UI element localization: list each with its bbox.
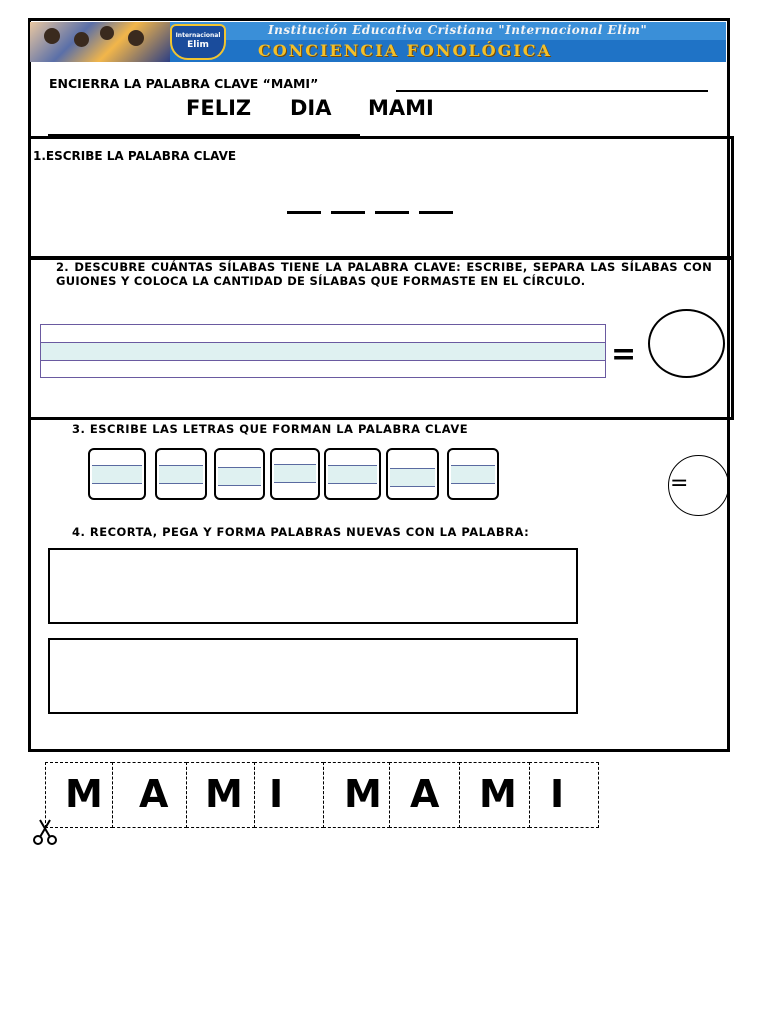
letter-box[interactable] [386,448,439,500]
section-3-title: 3. ESCRIBE LAS LETRAS QUE FORMAN LA PALABRA CLAVE [72,422,469,436]
cutout-letter[interactable]: M [45,762,113,828]
school-logo: Internacional Elim [170,24,226,60]
paste-box-1[interactable] [48,548,578,624]
intro-instruction: ENCIERRA LA PALABRA CLAVE “MAMI” [49,76,319,91]
letter-blank [419,211,453,214]
phrase-word-1: FELIZ [186,96,252,120]
scissors-icon [30,818,60,846]
letter-blank [331,211,365,214]
cutout-letter[interactable]: I [529,762,599,828]
section-1-title: 1.ESCRIBE LA PALABRA CLAVE [33,149,237,163]
cutout-letter[interactable]: A [112,762,187,828]
letter-box[interactable] [324,448,381,500]
children-photo [30,22,170,62]
header-banner [30,22,726,62]
letter-box[interactable] [447,448,499,500]
section-4-title: 4. RECORTA, PEGA Y FORMA PALABRAS NUEVAS CON LA PALABRA: [72,525,530,539]
name-line [396,90,708,92]
letter-blank [287,211,321,214]
letter-box[interactable] [270,448,320,500]
phrase-word-3: MAMI [368,96,434,120]
equals-sign-2: = [670,471,689,496]
institution-name: Institución Educativa Cristiana "Internacional Elim" [268,23,648,37]
cutout-letter[interactable]: M [323,762,390,828]
phrase-word-2: DIA [290,96,332,120]
paste-box-2[interactable] [48,638,578,714]
letter-box[interactable] [88,448,146,500]
syllable-writing-lines[interactable] [40,324,606,378]
cutout-letter[interactable]: M [186,762,255,828]
section-2-title: 2. DESCUBRE CUÁNTAS SÍLABAS TIENE LA PALABRA CLAVE: ESCRIBE, SEPARA LAS SÍLABAS CON GUIONES Y COLOCA LA CANTIDAD DE SÍLABAS QUE FORMASTE EN EL CÍRCULO. [56,260,712,288]
cutout-letter[interactable]: A [389,762,460,828]
worksheet-title: CONCIENCIA FONOLÓGICA [258,41,552,60]
letter-box[interactable] [214,448,265,500]
equals-sign: = [611,337,637,372]
cutout-letter[interactable]: M [459,762,530,828]
cutout-letter[interactable]: I [254,762,324,828]
letter-box[interactable] [155,448,207,500]
letter-blank [375,211,409,214]
syllable-count-circle[interactable] [648,309,725,378]
